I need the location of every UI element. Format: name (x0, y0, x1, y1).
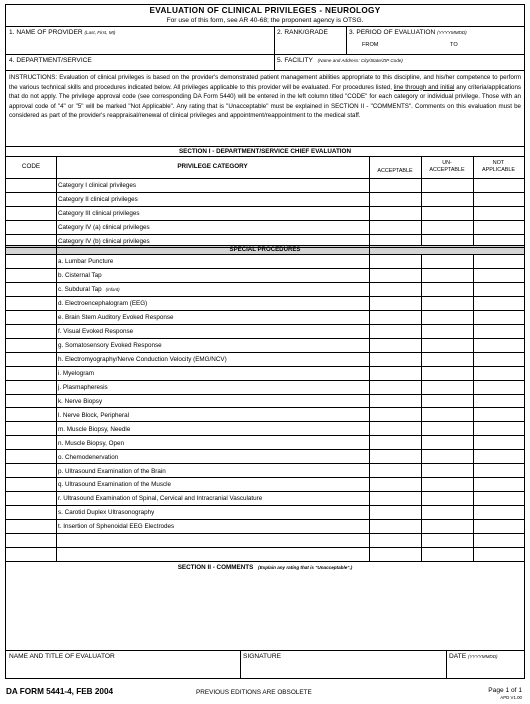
col-acceptable-header: ACCEPTABLE (377, 168, 413, 174)
procedure-label: l. Nerve Block, Peripheral (58, 411, 130, 419)
period-to-label: TO (450, 42, 458, 48)
procedure-hint: (Infant) (105, 287, 120, 293)
procedure-label: e. Brain Stem Auditory Evoked Response (58, 314, 174, 322)
procedure-label: s. Carotid Duplex Ultrasonography (58, 509, 155, 517)
category-label: Category IV (b) clinical privileges (58, 237, 150, 245)
col-code-header: CODE (21, 163, 41, 170)
period-from-label: FROM (362, 42, 379, 48)
facility-hint: (Name and Address: City/State/ZIP Code) (317, 58, 403, 63)
period-of-evaluation-field[interactable] (349, 29, 467, 36)
col-category-header: PRIVILEGE CATEGORY (177, 163, 248, 170)
procedure-label: c. Subdural Tap (Infant) (58, 286, 120, 294)
section-2-title: SECTION II - COMMENTS (Explain any rating that is "Unacceptable".) (177, 564, 353, 571)
procedure-label: g. Somatosensory Evoked Response (58, 341, 162, 349)
procedure-label: d. Electroencephalogram (EEG) (58, 300, 148, 308)
form-number: DA FORM 5441-4, FEB 2004 (6, 687, 114, 696)
rank-grade-field[interactable] (277, 29, 328, 36)
evaluator-label: NAME AND TITLE OF EVALUATOR (9, 653, 115, 660)
period-hint: (YYYYMMDD) (437, 30, 467, 35)
page-indicator (488, 687, 522, 700)
editions-note: PREVIOUS EDITIONS ARE OBSOLETE (196, 689, 312, 696)
date-label: DATE (449, 653, 467, 660)
department-label: 4. DEPARTMENT/SERVICE (9, 57, 92, 64)
category-label: Category I clinical privileges (58, 182, 137, 189)
category-label: Category III clinical privileges (58, 209, 140, 217)
form-subtitle: For use of this form, see AR 40-68; the proponent agency is OTSG. (166, 17, 364, 24)
section-1-title: SECTION I - DEPARTMENT/SERVICE CHIEF EVALUATION (178, 148, 351, 155)
facility-label: 5. FACILITY (277, 57, 313, 64)
procedure-label: o. Chemodenervation (58, 453, 119, 461)
signature-label: SIGNATURE (243, 653, 281, 660)
category-label: Category II clinical privileges (58, 195, 138, 203)
procedure-label: i. Myelogram (58, 369, 95, 377)
procedure-label: p. Ultrasound Examination of the Brain (58, 467, 166, 475)
comments-area[interactable] (8, 573, 522, 649)
procedure-label: k. Nerve Biopsy (58, 397, 103, 405)
provider-name-label: 1. NAME OF PROVIDER (9, 29, 83, 36)
rank-grade-label: 2. RANK/GRADE (277, 29, 328, 36)
page-number: Page 1 of 1 (488, 687, 522, 694)
procedure-label: q. Ultrasound Examination of the Muscle (58, 481, 172, 489)
procedure-label: a. Lumbar Puncture (58, 258, 114, 266)
provider-name-field[interactable] (9, 29, 115, 36)
col-not-applicable-header: NOT APPLICABLE (482, 160, 515, 173)
facility-field[interactable] (277, 57, 403, 64)
table-row (6, 533, 524, 547)
procedure-label: f. Visual Evoked Response (58, 327, 134, 335)
evaluator-name-field[interactable] (9, 653, 115, 660)
category-label: Category IV (a) clinical privileges (58, 223, 150, 231)
date-hint: (YYYYMMDD) (467, 654, 498, 659)
procedure-label: t. Insertion of Sphenoidal EEG Electrodes (58, 523, 175, 531)
procedure-label: b. Cisternal Tap (58, 272, 102, 280)
procedure-label: n. Muscle Biopsy, Open (58, 439, 125, 447)
procedure-label: h. Electromyography/Nerve Conduction Velocity (EMG/NCV) (58, 355, 227, 363)
procedure-label: r. Ultrasound Examination of Spinal, Cervical and Intracranial Vasculature (58, 495, 263, 503)
form-page (5, 4, 525, 679)
department-service-field[interactable] (9, 57, 92, 64)
provider-name-hint: (Last, First, MI) (84, 30, 116, 35)
col-unacceptable-header: UN- ACCEPTABLE (429, 160, 465, 173)
date-field[interactable] (449, 653, 498, 660)
special-procedures-title: SPECIAL PROCEDURES (229, 246, 301, 253)
instructions: INSTRUCTIONS: Evaluation of clinical privileges is based on the provider's demonstrated patient management abilities appropriate to this discipline, and his/her competence to perform the various technical skills and procedures indicated below. All privileges applicable to this provider will be evaluated. For procedures listed, line through and initial any criteria/applications that do not apply. The privilege approval code (see corresponding DA Form 5440) will be entered in the left column titled "CODE" for each category or individual privilege. Those with an approval code of "4" or "5" will be marked "Not Applicable". Any rating that is "Unacceptable" must be explained in SECTION II - "COMMENTS". Comments on this evaluation must be considered as part of the provider's reappraisal/renewal of clinical privileges and appointment/reappointment to the medical staff. (9, 74, 521, 119)
signature-field[interactable] (243, 653, 281, 660)
procedure-label: m. Muscle Biopsy, Needle (58, 425, 131, 433)
period-label: 3. PERIOD OF EVALUATION (349, 29, 436, 36)
apd-version: APD V1.00 (500, 695, 522, 700)
procedure-label: j. Plasmapheresis (58, 383, 108, 391)
section-2-hint: (Explain any rating that is "Unacceptable".) (258, 565, 353, 570)
table-row (6, 547, 524, 561)
form-title: EVALUATION OF CLINICAL PRIVILEGES - NEUROLOGY (149, 6, 381, 15)
